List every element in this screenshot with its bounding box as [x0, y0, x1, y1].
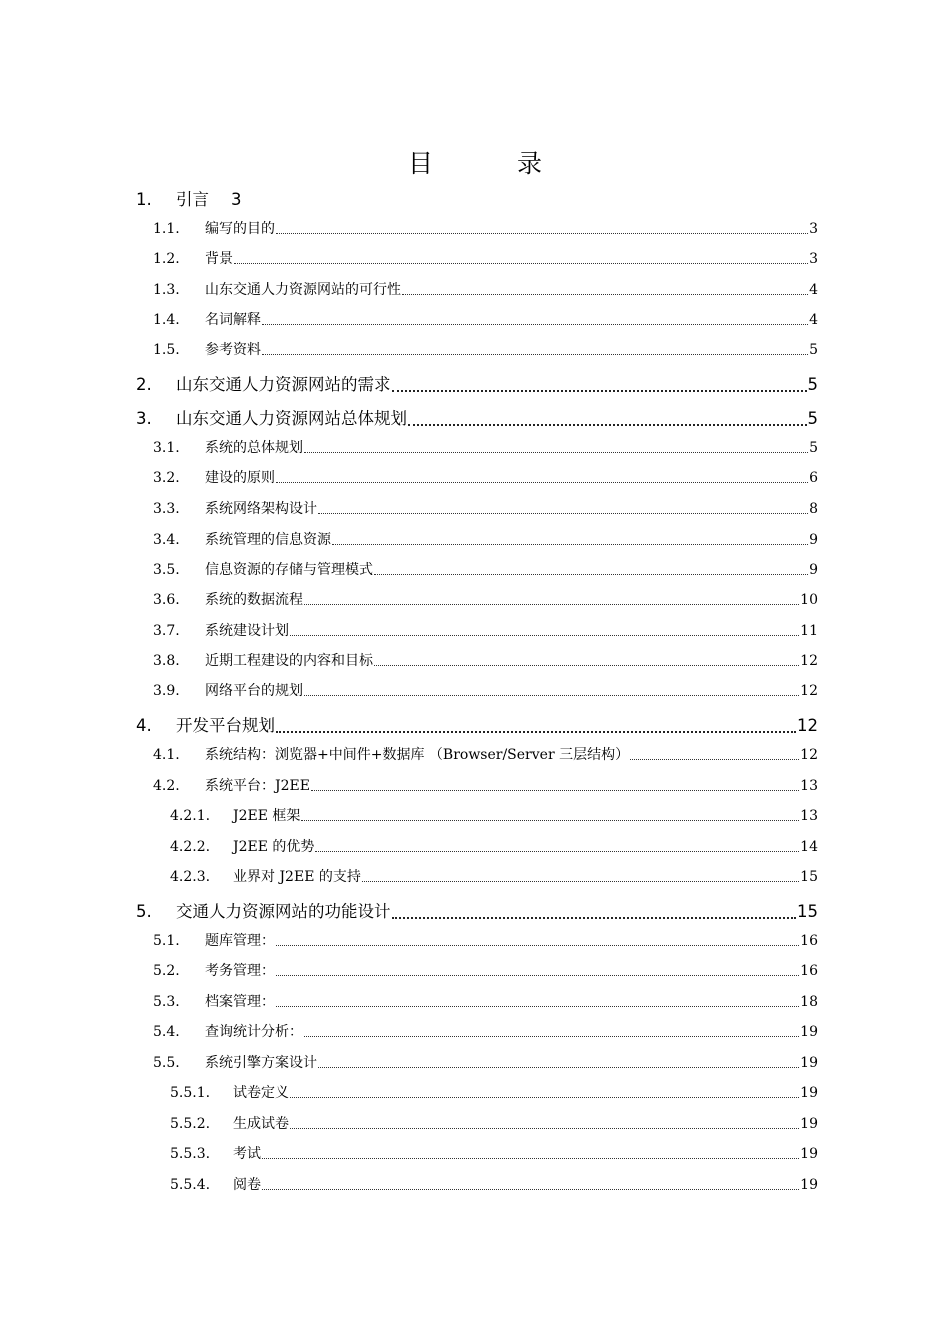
- toc-entry-page: 3: [231, 190, 242, 209]
- toc-entry-page: 10: [800, 592, 818, 608]
- toc-entry-number: 1.5.: [153, 342, 180, 358]
- toc-entry-number: 5.: [136, 902, 152, 921]
- toc-entry-number: 5.2.: [153, 963, 180, 979]
- toc-entry-number: 5.5.1.: [170, 1085, 211, 1101]
- toc-entry-title: 山东交通人力资源网站的需求: [176, 375, 391, 394]
- toc-dot-leader: [318, 1067, 799, 1068]
- toc-entry-number: 3.5.: [153, 562, 180, 578]
- toc-entry-number: 1.4.: [153, 312, 180, 328]
- toc-entry-number: 1.3.: [153, 282, 180, 298]
- toc-entry-number: 3.: [136, 409, 152, 428]
- toc-dot-leader: [630, 759, 799, 760]
- toc-entry-number: 4.1.: [153, 747, 180, 763]
- toc-entry-title: 系统网络架构设计: [205, 501, 317, 517]
- toc-dot-leader: [315, 851, 799, 852]
- toc-dot-leader: [276, 482, 808, 483]
- toc-entry-page: 9: [809, 532, 818, 548]
- toc-entry[interactable]: [136, 898, 818, 922]
- toc-entry-title: 网络平台的规划: [205, 683, 303, 699]
- toc-entry-title: 引言: [176, 190, 209, 209]
- toc-entry-page: 19: [800, 1024, 818, 1040]
- toc-entry-page: 19: [800, 1177, 818, 1193]
- toc-entry-number: 5.5.4.: [170, 1177, 211, 1193]
- toc-entry[interactable]: [153, 248, 818, 268]
- toc-entry-title: 名词解释: [205, 312, 261, 328]
- toc-entry-title: 系统结构：浏览器+中间件+数据库 （Browser/Server 三层结构）: [205, 747, 630, 763]
- toc-entry-page: 12: [797, 716, 818, 735]
- toc-entry-number: 3.9.: [153, 683, 180, 699]
- toc-entry-title: 近期工程建设的内容和目标: [205, 653, 373, 669]
- toc-entry[interactable]: [170, 836, 818, 856]
- toc-entry[interactable]: [153, 620, 818, 640]
- toc-entry-number: 5.1.: [153, 933, 180, 949]
- toc-entry-title: 参考资料: [205, 342, 261, 358]
- toc-entry-number: 3.8.: [153, 653, 180, 669]
- toc-entry-title: 山东交通人力资源网站总体规划: [176, 409, 407, 428]
- toc-dot-leader: [374, 665, 799, 666]
- toc-entry-number: 4.2.: [153, 778, 180, 794]
- toc-dot-leader: [392, 390, 807, 392]
- toc-entry-title: 交通人力资源网站的功能设计: [176, 902, 391, 921]
- toc-entry-title: 业界对 J2EE 的支持: [233, 869, 361, 885]
- toc-entry-page: 12: [800, 747, 818, 763]
- toc-entry-title: 系统建设计划: [205, 623, 289, 639]
- toc-dot-leader: [392, 917, 797, 919]
- toc-entry-number: 4.2.3.: [170, 869, 211, 885]
- toc-entry[interactable]: [170, 805, 818, 825]
- toc-entry-page: 12: [800, 653, 818, 669]
- toc-entry-page: 13: [800, 778, 818, 794]
- toc-entry[interactable]: [170, 1143, 818, 1163]
- toc-entry-title: 档案管理：: [205, 994, 275, 1010]
- toc-entry-page: 18: [800, 994, 818, 1010]
- toc-entry-number: 5.5.2.: [170, 1116, 211, 1132]
- toc-entry-page: 5: [807, 409, 818, 428]
- toc-entry-title: 背景: [205, 251, 233, 267]
- toc-entry-title: 系统管理的信息资源: [205, 532, 331, 548]
- toc-entry-number: 5.3.: [153, 994, 180, 1010]
- toc-entry[interactable]: [153, 930, 818, 950]
- toc-entry[interactable]: [136, 371, 818, 395]
- toc-entry-title: 信息资源的存储与管理模式: [205, 562, 373, 578]
- toc-entry[interactable]: [153, 437, 818, 457]
- toc-dot-leader: [304, 695, 799, 696]
- toc-title: 目 录: [408, 149, 580, 178]
- toc-entry[interactable]: [153, 1052, 818, 1072]
- toc-entry-page: 11: [800, 623, 818, 639]
- toc-entry[interactable]: [136, 712, 818, 736]
- toc-dot-leader: [332, 544, 808, 545]
- toc-entry-page: 16: [800, 963, 818, 979]
- toc-entry-number: 3.4.: [153, 532, 180, 548]
- toc-entry-page: 13: [800, 808, 818, 824]
- toc-entry-title: 系统引擎方案设计: [205, 1055, 317, 1071]
- toc-entry-number: 5.5.3.: [170, 1146, 211, 1162]
- toc-entry[interactable]: [136, 186, 818, 210]
- toc-entry-page: 9: [809, 562, 818, 578]
- toc-entry-page: 5: [807, 375, 818, 394]
- toc-entry[interactable]: [153, 467, 818, 487]
- toc-entry[interactable]: [153, 991, 818, 1011]
- toc-entry[interactable]: [153, 559, 818, 579]
- toc-entry[interactable]: [153, 279, 818, 299]
- toc-entry-page: 14: [800, 839, 818, 855]
- toc-entry-page: 5: [809, 440, 818, 456]
- toc-dot-leader: [311, 790, 799, 791]
- toc-entry-number: 3.6.: [153, 592, 180, 608]
- toc-entry-number: 1.: [136, 190, 152, 209]
- toc-entry-title: 题库管理：: [205, 933, 275, 949]
- toc-dot-leader: [304, 1036, 799, 1037]
- toc-dot-leader: [402, 294, 808, 295]
- toc-entry-page: 4: [809, 312, 818, 328]
- toc-dot-leader: [262, 324, 808, 325]
- toc-entry-title: J2EE 的优势: [233, 839, 315, 855]
- toc-entry-title: 编写的目的: [205, 221, 275, 237]
- toc-entry-title: 查询统计分析：: [205, 1024, 303, 1040]
- toc-entry-page: 8: [809, 501, 818, 517]
- toc-entry-number: 1.2.: [153, 251, 180, 267]
- toc-entry[interactable]: [170, 1082, 818, 1102]
- toc-entry[interactable]: [153, 680, 818, 700]
- toc-entry[interactable]: [153, 218, 818, 238]
- toc-dot-leader: [304, 452, 808, 453]
- toc-entry-page: 5: [809, 342, 818, 358]
- toc-entry-title: 山东交通人力资源网站的可行性: [205, 282, 401, 298]
- toc-entry-page: 12: [800, 683, 818, 699]
- toc-entry-page: 15: [797, 902, 818, 921]
- toc-entry[interactable]: [153, 650, 818, 670]
- toc-entry-number: 3.1.: [153, 440, 180, 456]
- toc-dot-leader: [301, 820, 799, 821]
- toc-entry[interactable]: [153, 529, 818, 549]
- toc-entry[interactable]: [136, 405, 818, 429]
- toc-entry-number: 3.3.: [153, 501, 180, 517]
- toc-dot-leader: [262, 354, 808, 355]
- toc-dot-leader: [276, 1006, 799, 1007]
- toc-entry-number: 1.1.: [153, 221, 180, 237]
- toc-dot-leader: [262, 1189, 799, 1190]
- toc-entry[interactable]: [170, 1113, 818, 1133]
- toc-entry[interactable]: [170, 1174, 818, 1194]
- toc-entry[interactable]: [153, 339, 818, 359]
- toc-dot-leader: [362, 881, 799, 882]
- toc-entry-title: 建设的原则: [205, 470, 275, 486]
- toc-entry[interactable]: [153, 744, 818, 764]
- toc-dot-leader: [318, 513, 808, 514]
- toc-entry-title: 考试: [233, 1146, 261, 1162]
- toc-entry-title: 系统平台：J2EE: [205, 778, 310, 794]
- toc-dot-leader: [276, 233, 808, 234]
- toc-entry-page: 16: [800, 933, 818, 949]
- toc-entry-number: 4.: [136, 716, 152, 735]
- toc-entry-title: 开发平台规划: [176, 716, 275, 735]
- toc-dot-leader: [262, 1158, 799, 1159]
- toc-entry-title: 阅卷: [233, 1177, 261, 1193]
- toc-entry-title: 系统的数据流程: [205, 592, 303, 608]
- toc-entry[interactable]: [153, 960, 818, 980]
- toc-dot-leader: [276, 975, 799, 976]
- toc-entry[interactable]: [153, 309, 818, 329]
- toc-entry-title: 考务管理：: [205, 963, 275, 979]
- toc-entry-title: J2EE 框架: [233, 808, 301, 824]
- toc-dot-leader: [290, 1097, 799, 1098]
- toc-entry-number: 5.5.: [153, 1055, 180, 1071]
- toc-dot-leader: [276, 945, 799, 946]
- toc-dot-leader: [290, 1128, 799, 1129]
- toc-entry-page: 3: [809, 221, 818, 237]
- toc-entry-page: 19: [800, 1146, 818, 1162]
- toc-dot-leader: [374, 574, 808, 575]
- toc-entry[interactable]: [170, 866, 818, 886]
- toc-entry-number: 3.7.: [153, 623, 180, 639]
- toc-entry-number: 4.2.1.: [170, 808, 211, 824]
- toc-entry-number: 5.4.: [153, 1024, 180, 1040]
- toc-entry[interactable]: [153, 775, 818, 795]
- toc-entry-page: 19: [800, 1055, 818, 1071]
- toc-dot-leader: [234, 263, 808, 264]
- toc-entry-page: 4: [809, 282, 818, 298]
- toc-dot-leader: [276, 731, 796, 733]
- toc-entry-title: 试卷定义: [233, 1085, 289, 1101]
- toc-entry[interactable]: [153, 589, 818, 609]
- toc-entry-title: 系统的总体规划: [205, 440, 303, 456]
- toc-entry-page: 19: [800, 1085, 818, 1101]
- toc-entry-number: 2.: [136, 375, 152, 394]
- toc-dot-leader: [408, 424, 807, 426]
- toc-entry-page: 15: [800, 869, 818, 885]
- toc-entry-number: 3.2.: [153, 470, 180, 486]
- toc-entry[interactable]: [153, 1021, 818, 1041]
- toc-dot-leader: [290, 635, 799, 636]
- toc-entry-page: 6: [809, 470, 818, 486]
- toc-entry-number: 4.2.2.: [170, 839, 211, 855]
- toc-dot-leader: [304, 604, 799, 605]
- toc-entry-page: 19: [800, 1116, 818, 1132]
- toc-entry[interactable]: [153, 498, 818, 518]
- toc-entry-page: 3: [809, 251, 818, 267]
- toc-entry-title: 生成试卷: [233, 1116, 289, 1132]
